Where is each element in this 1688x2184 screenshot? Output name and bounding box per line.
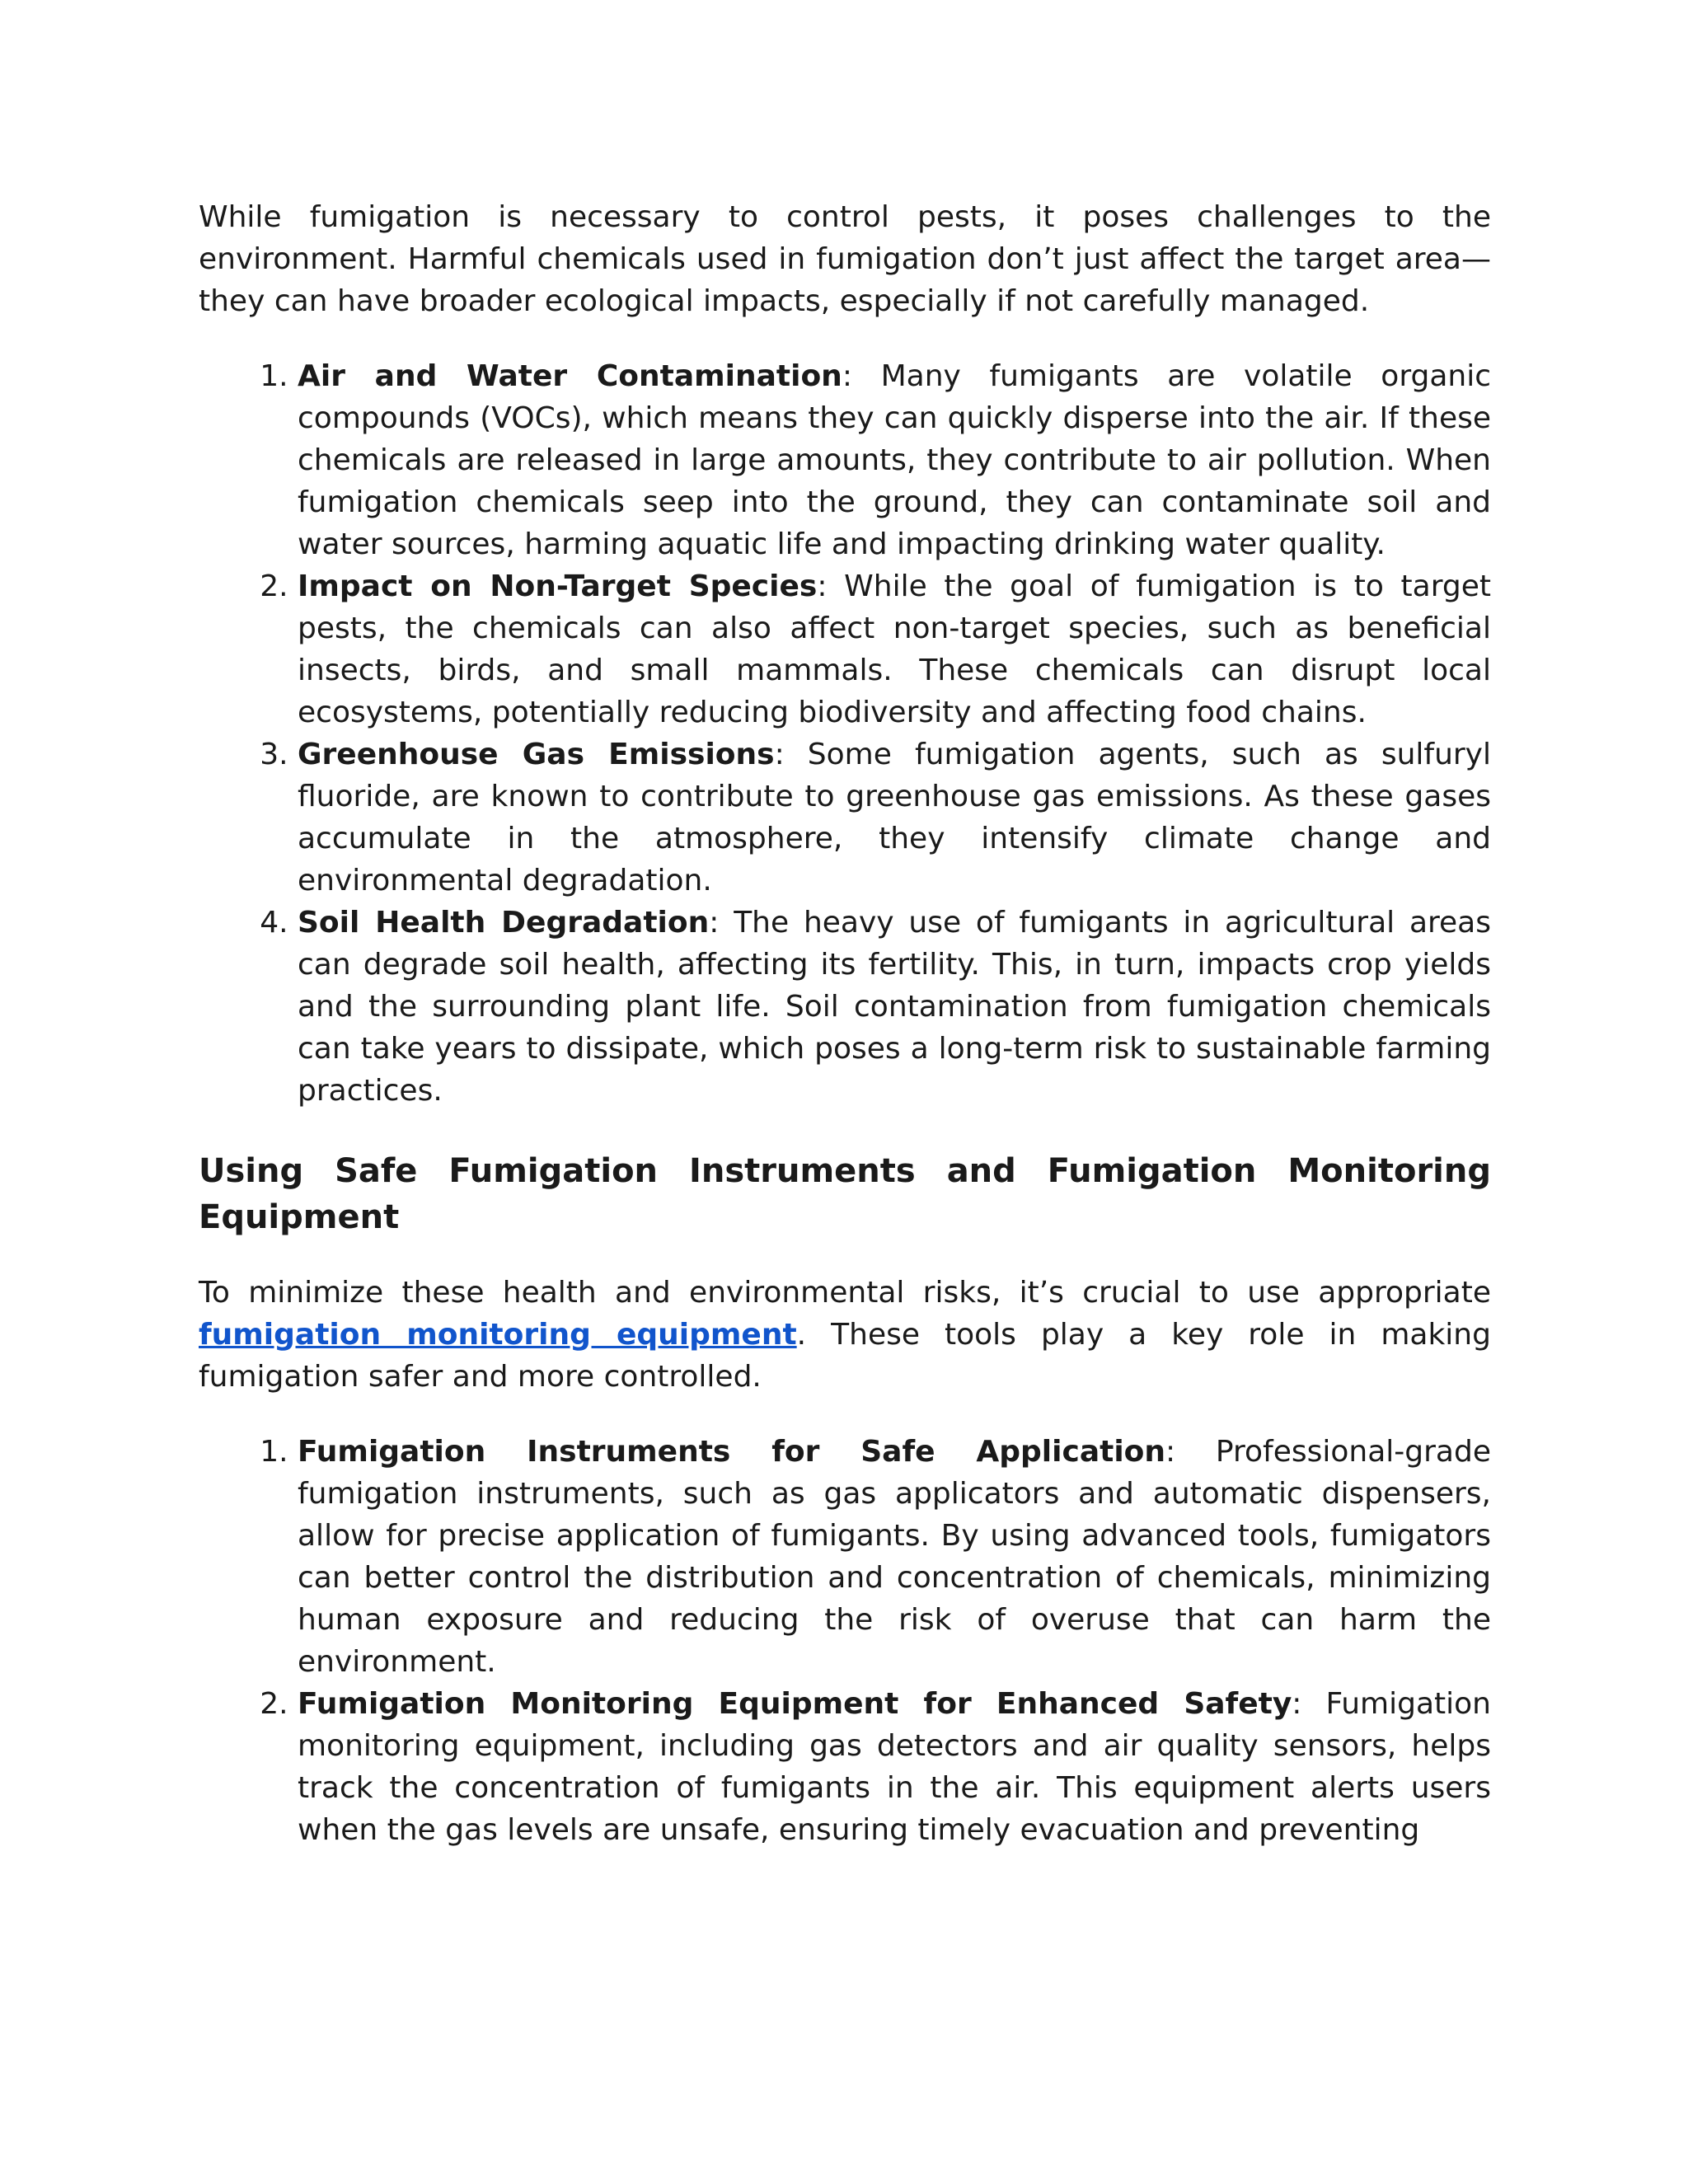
environmental-impacts-list bbox=[199, 355, 1491, 1112]
item-text: : Fumigation monitoring equipment, including gas detectors and air quality sensors, helps track the concentration of fumigants in the air. This equipment alerts users when the gas levels are unsafe, ensuring timely evacuation and preventing bbox=[298, 1687, 1491, 1847]
paragraph-text-before: To minimize these health and environmental risks, it’s crucial to use appropriate bbox=[199, 1276, 1491, 1310]
item-text: : Many fumigants are volatile organic compounds (VOCs), which means they can quickly disperse into the air. If these chemicals are released in large amounts, they contribute to air pollution. When fumigation chemicals seep into the ground, they can contaminate soil and water sources, harming aquatic life and impacting drinking water quality. bbox=[298, 359, 1492, 561]
item-title: Soil Health Degradation bbox=[298, 906, 710, 940]
item-text: : Some fumigation agents, such as sulfuryl fluoride, are known to contribute to greenhouse gas emissions. As these gases accumulate in the atmosphere, they intensify climate change and environmental degradation. bbox=[298, 738, 1491, 898]
item-text: : Professional-grade fumigation instruments, such as gas applicators and automatic dispensers, allow for precise application of fumigants. By using advanced tools, fumigators can better control the distribution and concentration of chemicals, minimizing human exposure and reducing the risk of overuse that can harm the environment. bbox=[298, 1435, 1491, 1679]
intro-paragraph: While fumigation is necessary to control pests, it poses challenges to the environment. Harmful chemicals used in fumigation don’t just affect the target area—they can have broader ecological impacts, especially if not carefully managed. bbox=[199, 200, 1491, 318]
list-item bbox=[298, 1683, 1491, 1851]
monitoring-paragraph bbox=[199, 1272, 1491, 1398]
paragraph-text-after: . These tools play a key role in making fumigation safer and more controlled. bbox=[199, 1318, 1491, 1394]
list-item bbox=[298, 902, 1491, 1112]
list-item bbox=[298, 565, 1491, 733]
document-page bbox=[199, 196, 1491, 1851]
list-item bbox=[298, 355, 1491, 565]
item-title: Fumigation Instruments for Safe Application bbox=[298, 1435, 1166, 1469]
item-text: : While the goal of fumigation is to target pests, the chemicals can also affect non-target species, such as beneficial insects, birds, and small mammals. These chemicals can disrupt local ecosystems, potentially reducing biodiversity and affecting food chains. bbox=[298, 569, 1492, 729]
item-title: Air and Water Contamination bbox=[298, 359, 842, 393]
list-item bbox=[298, 733, 1491, 902]
item-title: Impact on Non-Target Species bbox=[298, 569, 818, 603]
item-title: Fumigation Monitoring Equipment for Enhanced Safety bbox=[298, 1687, 1292, 1721]
list-item bbox=[298, 1431, 1491, 1683]
item-text: : The heavy use of fumigants in agricultural areas can degrade soil health, affecting its fertility. This, in turn, impacts crop yields and the surrounding plant life. Soil contamination from fumigation chemicals can take years to dissipate, which poses a long-term risk to sustainable farming practices. bbox=[298, 906, 1491, 1108]
safe-tools-list bbox=[199, 1431, 1491, 1851]
fumigation-monitoring-equipment-link[interactable]: fumigation monitoring equipment bbox=[199, 1318, 797, 1352]
item-title: Greenhouse Gas Emissions bbox=[298, 738, 775, 771]
section-heading: Using Safe Fumigation Instruments and Fumigation Monitoring Equipment bbox=[199, 1152, 1491, 1236]
